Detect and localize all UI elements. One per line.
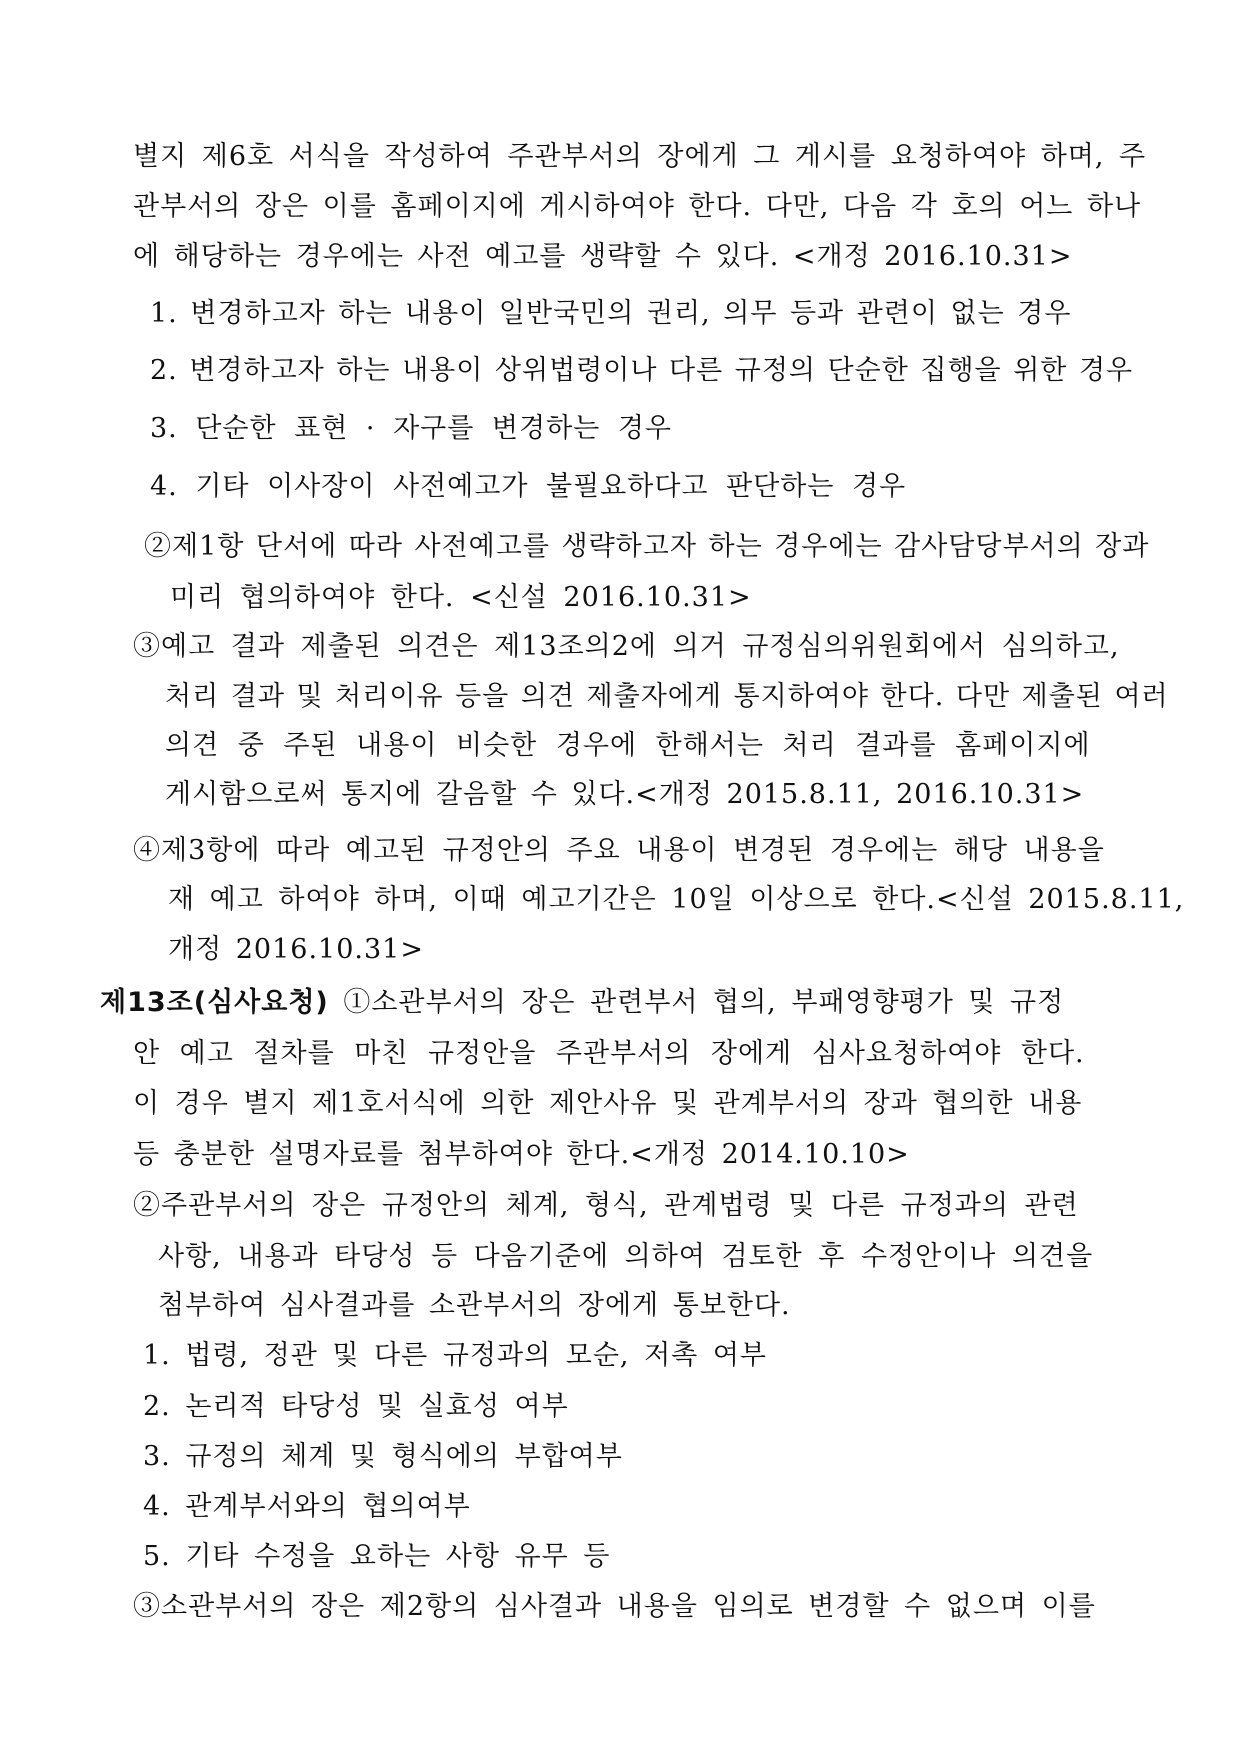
article-13-clause-2-line: ②주관부서의 장은 규정안의 체계, 형식, 관계법령 및 다른 규정과의 관련	[133, 1190, 1079, 1221]
clause-3-line: 처리 결과 및 처리이유 등을 의견 제출자에게 통지하여야 한다. 다만 제출된 여러	[165, 681, 1169, 712]
list-item: 3. 단순한 표현 · 자구를 변경하는 경우	[150, 413, 672, 444]
article-13-first-line	[100, 986, 1064, 1020]
list-item: 2. 변경하고자 하는 내용이 상위법령이나 다른 규정의 단순한 집행을 위한 경우	[150, 355, 1134, 386]
clause-3-line: ③예고 결과 제출된 의견은 제13조의2에 의거 규정심의위원회에서 심의하고,	[133, 631, 1120, 662]
article-heading: 제13조(심사요청)	[100, 987, 329, 1018]
clause-4-line: 개정 2016.10.31>	[168, 934, 424, 965]
clause-3-line: 게시함으로써 통지에 갈음할 수 있다.<개정 2015.8.11, 2016.10.31>	[165, 779, 1085, 810]
clause-3-line: 의견 중 주된 내용이 비슷한 경우에 한해서는 처리 결과를 홈페이지에	[165, 730, 1091, 761]
clause-4-line: 재 예고 하여야 하며, 이때 예고기간은 10일 이상으로 한다.<신설 2015.8.11,	[168, 884, 1185, 915]
intro-line: 별지 제6호 서식을 작성하여 주관부서의 장에게 그 게시를 요청하여야 하며, 주	[133, 141, 1147, 172]
clause-2-line: ②제1항 단서에 따라 사전예고를 생략하고자 하는 경우에는 감사담당부서의 장과	[144, 531, 1150, 562]
article-13-line: 안 예고 절차를 마친 규정안을 주관부서의 장에게 심사요청하여야 한다.	[133, 1038, 1085, 1069]
article-13-line: 등 충분한 설명자료를 첨부하여야 한다.<개정 2014.10.10>	[133, 1139, 910, 1170]
article-13-clause-3-line: ③소관부서의 장은 제2항의 심사결과 내용을 임의로 변경할 수 없으며 이를	[133, 1591, 1096, 1622]
clause-2-line: 미리 협의하여야 한다. <신설 2016.10.31>	[170, 582, 752, 613]
article-13-line: 이 경우 별지 제1호서식에 의한 제안사유 및 관계부서의 장과 협의한 내용	[133, 1088, 1083, 1119]
criteria-item: 2. 논리적 타당성 및 실효성 여부	[143, 1391, 569, 1422]
criteria-item: 4. 관계부서와의 협의여부	[143, 1491, 471, 1522]
list-item: 4. 기타 이사장이 사전예고가 불필요하다고 판단하는 경우	[150, 471, 907, 502]
article-text: ①소관부서의 장은 관련부서 협의, 부패영향평가 및 규정	[343, 987, 1065, 1018]
intro-line: 관부서의 장은 이를 홈페이지에 게시하여야 한다. 다만, 다음 각 호의 어느 하나	[133, 191, 1142, 222]
criteria-item: 1. 법령, 정관 및 다른 규정과의 모순, 저촉 여부	[143, 1340, 767, 1371]
article-13-clause-2-line: 사항, 내용과 타당성 등 다음기준에 의하여 검토한 후 수정안이나 의견을	[158, 1241, 1094, 1272]
intro-line: 에 해당하는 경우에는 사전 예고를 생략할 수 있다. <개정 2016.10.31>	[133, 241, 1073, 272]
list-item: 1. 변경하고자 하는 내용이 일반국민의 권리, 의무 등과 관련이 없는 경우	[150, 298, 1072, 329]
article-13-clause-2-line: 첨부하여 심사결과를 소관부서의 장에게 통보한다.	[158, 1290, 791, 1321]
criteria-item: 3. 규정의 체계 및 형식에의 부합여부	[143, 1441, 623, 1472]
criteria-item: 5. 기타 수정을 요하는 사항 유무 등	[143, 1541, 611, 1572]
clause-4-line: ④제3항에 따라 예고된 규정안의 주요 내용이 변경된 경우에는 해당 내용을	[133, 835, 1105, 866]
